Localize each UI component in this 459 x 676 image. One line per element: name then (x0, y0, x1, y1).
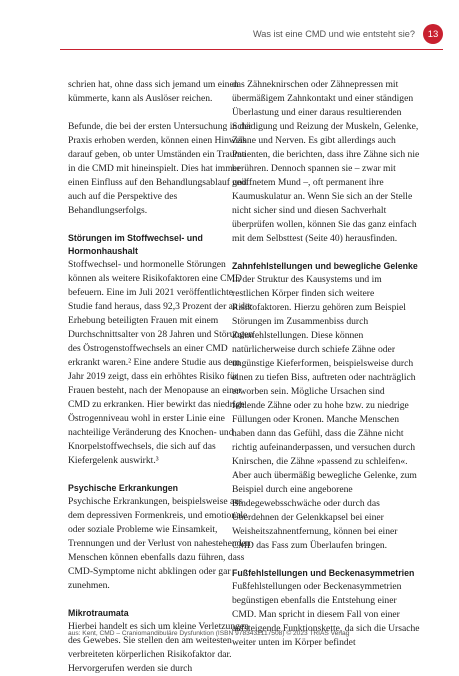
heading-fussfehlstellungen: Fußfehlstellungen und Beckenasymmetrien (232, 568, 415, 578)
paragraph-spacer (68, 468, 256, 482)
left-paragraph-5: Hierbei handelt es sich um kleine Verletzungen des Gewebes. Sie stellen den am weitesten verbreiteten körperlichen Risikofaktor dar. Hervorgerufen werden sie durch (68, 621, 249, 674)
paragraph-spacer (68, 218, 256, 232)
header-divider (60, 49, 443, 50)
copyright-footer: aus: Kent, CMD – Craniomandibuläre Dysfunktion (ISBN 9783432117508) © 2023 TRIAS Verlag (68, 630, 350, 637)
right-paragraph-3: Fußfehlstellungen oder Beckenasymmetrien begünstigen ebenfalls die Entstehung einer CMD. Man spricht in diesem Fall von einer aufsteigende Funktionskette, da sich die Ursache weiter unten im Körper befindet (232, 581, 420, 648)
left-paragraph-1: schrien hat, ohne dass sich jemand um einen kümmerte, kann als Auslöser reichen. (68, 79, 239, 104)
paragraph-spacer (232, 246, 420, 260)
right-column (232, 78, 420, 650)
heading-mikrotraumata: Mikrotraumata (68, 608, 129, 618)
right-paragraph-1: das Zähneknirschen oder Zähnepressen mit übermäßigem Zahnkontakt und einer ständigen Überlastung und einer daraus resultierenden Schädigung und Reizung der Muskeln, Gelenke, Zähne und Nerven. Es gibt allerdings auch Patienten, die berichten, dass ihre Zähne sich nie berühren. Dennoch spannen sie – zwar mit geöffnetem Mund –, oft permanent ihre Kaumuskulatur an. Wenn Sie sich an der Stelle nicht sicher sind und diesen Sachverhalt überprüfen wollen, können Sie das ganz einfach mit dem Selbsttest (Seite 40) herausfinden. (232, 79, 420, 244)
heading-zahnfehlstellungen: Zahnfehlstellungen und bewegliche Gelenke (232, 261, 418, 271)
running-header (253, 24, 443, 44)
running-header-title: Was ist eine CMD und wie entsteht sie? (252, 29, 415, 39)
paragraph-spacer (68, 106, 256, 120)
left-paragraph-3: Stoffwechsel- und hormonelle Störungen können als weitere Risikofaktoren eine CMD befeuern. Eine im Juli 2021 veröffentlichte Studie fand heraus, dass 92,3 Prozent der an der Erhebung beteiligten Frauen mit einem Durchschnittsalter von 28 Jahren und Störungen des Östrogenstoffwechsels an einer CMD erkrankt waren.² Eine andere Studie aus dem Jahr 2019 zeigt, dass ein erhöhtes Risiko für Frauen besteht, nach der Menopause an einer CMD zu erkranken. Hier bewirkt das niedrige Östrogenniveau wohl in erster Linie eine nachteilige Veränderung des Knochen- und Knorpelstoffwechsels, die sich auf das Kiefergelenk auswirkt.³ (68, 259, 254, 466)
left-paragraph-2: Befunde, die bei der ersten Untersuchung in der Praxis erhoben werden, können einen Hinweis darauf geben, ob unter Umständen ein Trauma in die CMD mit hineinspielt. Dies hat immer einen Einfluss auf den Behandlungsablauf und auch auf die Perspektive des Behandlungserfolgs. (68, 121, 252, 216)
heading-stoffwechsel: Störungen im Stoffwechsel- und Hormonhaushalt (68, 233, 203, 256)
right-paragraph-2: In der Struktur des Kausystems und im restlichen Körper finden sich weitere Risikofaktoren. Hierzu gehören zum Beispiel Störungen im Zusammenbiss durch Zahnfehlstellungen. Diese können natürlicherweise durch schiefe Zähne oder ungünstige Kieferformen, beispielsweise durch einen zu tiefen Biss, auftreten oder nachträglich erworben sein. Mögliche Ursachen sind fehlende Zähne oder zu hohe bzw. zu niedrige Füllungen oder Kronen. Manche Menschen haben dann das Gefühl, dass die Zähne nicht richtig aufeinanderpassen, und versuchen durch Knirschen, die Zähne »passend zu schleifen«. Aber auch übermäßig bewegliche Gelenke, zum Beispiel durch eine angeborene Bindegewebsschwäche oder durch das Überdehnen der Gelenkkapsel bei einer Weisheitszahnentfernung, können bei einer CMD das Fass zum Überlaufen bringen. (232, 274, 417, 551)
paragraph-spacer (68, 593, 256, 607)
left-paragraph-4: Psychische Erkrankungen, beispielsweise aus dem depressiven Formenkreis, und emotionale oder soziale Probleme wie Einsamkeit, Trennungen und der Verlust von nahestehenden Menschen können ebenfalls dazu führen, dass CMD-Symptome nicht abklingen oder gar zunehmen. (68, 496, 251, 591)
paragraph-spacer (232, 553, 420, 567)
heading-psychische-erkrankungen: Psychische Erkrankungen (68, 483, 179, 493)
left-column (68, 78, 256, 676)
page-number-badge: 13 (423, 24, 443, 44)
